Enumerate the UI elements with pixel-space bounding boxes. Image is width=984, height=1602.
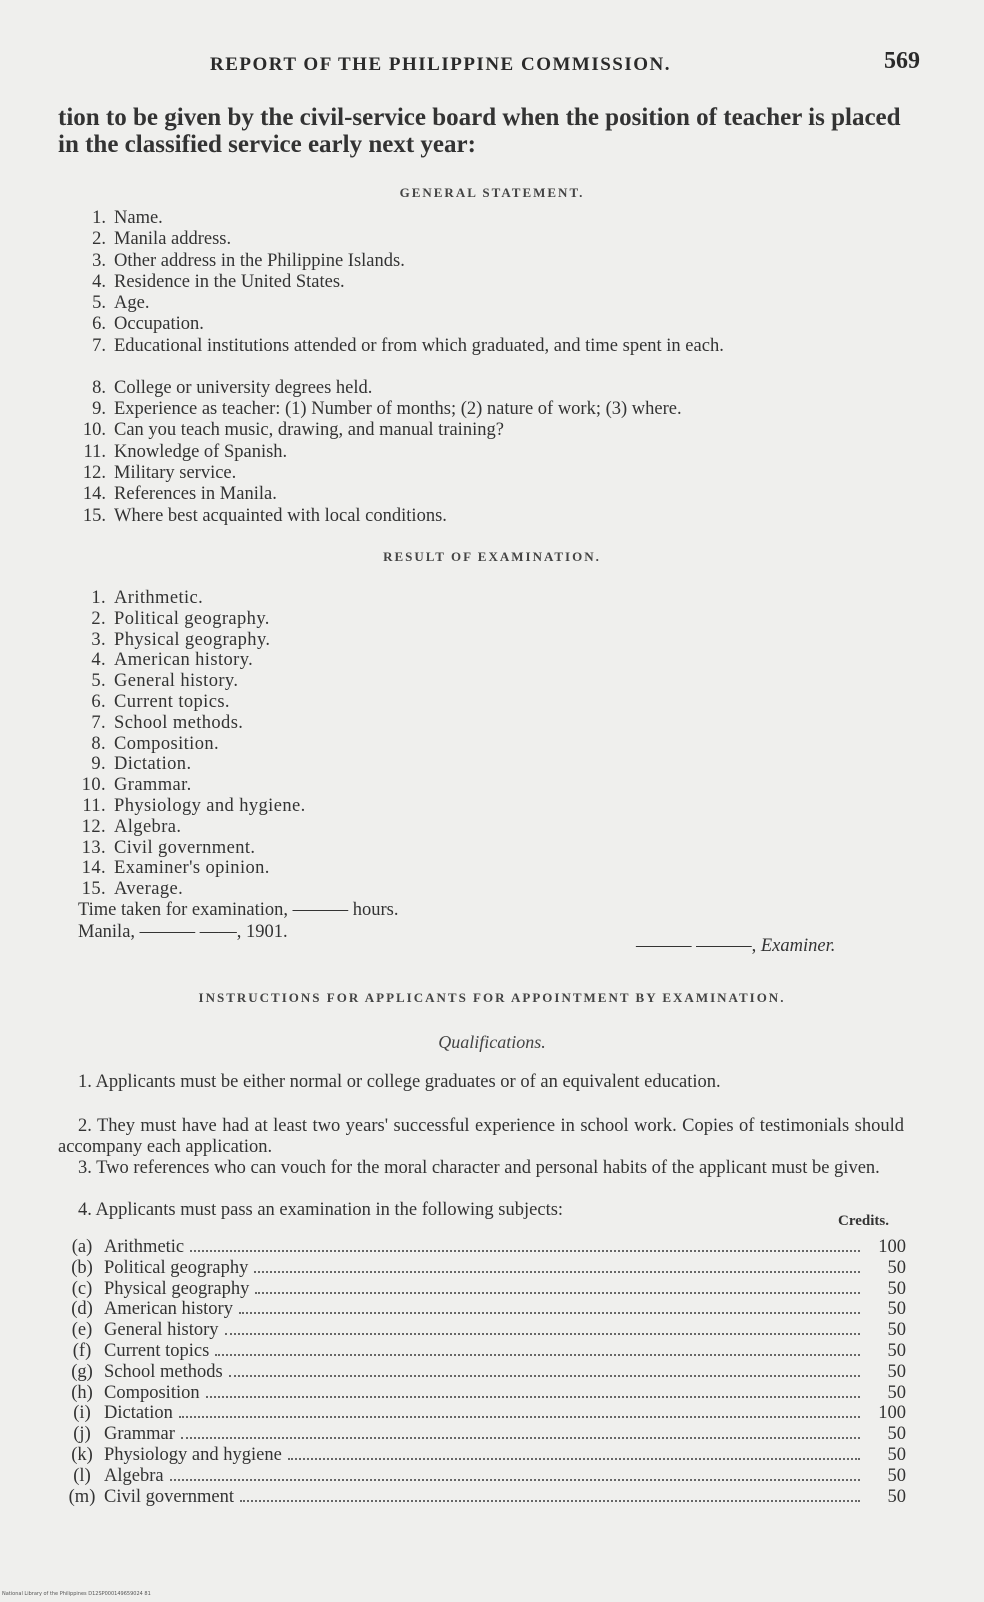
item-number: 7. — [91, 712, 106, 733]
item-text: Residence in the United States. — [114, 271, 345, 292]
item-number: 1. — [91, 588, 106, 608]
credits-column-header: Credits. — [838, 1213, 889, 1229]
list-item — [60, 208, 920, 229]
list-item — [60, 336, 920, 378]
item-number: 7. — [92, 335, 106, 356]
item-text: Where best acquainted with local conditions. — [114, 505, 447, 526]
item-number: 11. — [82, 795, 106, 816]
item-number: 14. — [82, 484, 106, 505]
item-text: Other address in the Philippine Islands. — [114, 250, 405, 271]
table-row — [60, 1258, 906, 1279]
examiner-role: Examiner. — [760, 936, 836, 956]
item-text: Occupation. — [114, 314, 204, 335]
item-text: Current topics. — [114, 691, 230, 712]
subject-name: Physical geography — [104, 1278, 250, 1299]
examiner-blank: ——— ———, — [636, 936, 761, 956]
row-letter: (d) — [71, 1299, 93, 1320]
item-text: Examiner's opinion. — [114, 858, 270, 879]
item-text: General history. — [114, 671, 239, 692]
item-number: 5. — [91, 671, 106, 692]
subject-name: School methods — [104, 1361, 223, 1382]
examiner-signature-line — [636, 936, 835, 957]
scan-footer: National Library of the Philippines D12SP000149659024 81 — [2, 1591, 151, 1597]
item-number: 5. — [92, 293, 106, 314]
subject-name: Composition — [104, 1382, 200, 1403]
list-item — [60, 399, 920, 420]
item-text: Physical geography. — [114, 629, 271, 650]
item-number: 9. — [91, 754, 106, 775]
item-number: 15. — [82, 505, 106, 526]
list-item — [60, 314, 920, 335]
item-text: College or university degrees held. — [114, 377, 373, 398]
time-taken-line: Time taken for examination, ——— hours. — [78, 900, 399, 920]
item-text: Political geography. — [114, 608, 270, 629]
table-row — [60, 1320, 906, 1341]
list-item — [60, 713, 920, 734]
item-number: 15. — [81, 879, 106, 900]
credit-value: 50 — [887, 1340, 906, 1361]
leader-dots — [254, 1270, 860, 1273]
leader-dots — [225, 1332, 860, 1335]
row-letter: (a) — [71, 1237, 93, 1257]
item-text: Grammar. — [114, 775, 192, 796]
item-text: Educational institutions attended or from which graduated, and time spent in each. — [114, 335, 724, 356]
item-text: American history. — [114, 650, 254, 671]
item-text: Military service. — [114, 462, 237, 483]
qualification-paragraph — [58, 1200, 904, 1221]
table-row — [60, 1445, 906, 1466]
subject-name: American history — [104, 1299, 233, 1320]
table-row — [60, 1383, 906, 1404]
list-item — [60, 378, 920, 399]
item-number: 14. — [81, 858, 106, 879]
list-item — [60, 650, 920, 671]
list-item — [60, 229, 920, 250]
item-number: 2. — [92, 229, 106, 250]
row-letter: (k) — [71, 1444, 93, 1465]
item-number: 8. — [91, 733, 106, 754]
subject-name: Current topics — [104, 1340, 210, 1361]
subject-name: Algebra — [104, 1465, 164, 1486]
list-item — [60, 775, 920, 796]
list-item — [60, 293, 920, 314]
list-item — [60, 442, 920, 463]
list-item — [60, 588, 920, 609]
subject-name: General history — [104, 1320, 219, 1341]
credit-value: 50 — [887, 1424, 906, 1445]
item-number: 11. — [83, 441, 106, 462]
row-letter: (i) — [73, 1403, 91, 1424]
row-letter: (b) — [71, 1257, 93, 1278]
item-number: 9. — [92, 399, 106, 420]
result-heading: RESULT OF EXAMINATION. — [383, 549, 601, 564]
item-text: Composition. — [114, 733, 220, 754]
leader-dots — [239, 1311, 860, 1314]
list-item — [60, 838, 920, 859]
item-text: Arithmetic. — [114, 588, 204, 608]
list-item — [60, 796, 920, 817]
leader-dots — [190, 1249, 860, 1252]
row-letter: (l) — [73, 1465, 91, 1486]
table-row — [60, 1403, 906, 1424]
subject-name: Political geography — [104, 1257, 249, 1278]
item-number: 10. — [82, 420, 106, 441]
row-letter: (f) — [72, 1340, 92, 1361]
instructions-heading: INSTRUCTIONS FOR APPLICANTS FOR APPOINTMENT BY EXAMINATION. — [198, 990, 786, 1005]
item-number: 12. — [82, 462, 106, 483]
page-number: 569 — [884, 48, 920, 74]
qualification-paragraph — [58, 1158, 904, 1179]
table-row — [60, 1466, 906, 1487]
row-letter: (e) — [71, 1320, 93, 1341]
item-number: 6. — [92, 314, 106, 335]
table-row — [60, 1424, 906, 1445]
item-number: 4. — [91, 650, 106, 671]
list-item — [60, 609, 920, 630]
item-text: Average. — [114, 879, 184, 900]
qualification-paragraph — [58, 1116, 904, 1158]
item-number: 3. — [92, 250, 106, 271]
item-text: Manila address. — [114, 229, 232, 250]
list-item — [60, 879, 920, 900]
item-text: Name. — [114, 208, 163, 228]
credit-value: 50 — [887, 1299, 906, 1320]
general-statement-heading: GENERAL STATEMENT. — [399, 185, 585, 200]
list-item — [60, 754, 920, 775]
general-statement-list — [60, 208, 920, 527]
list-item — [60, 734, 920, 755]
running-title: REPORT OF THE PHILIPPINE COMMISSION. — [210, 54, 672, 75]
leader-dots — [179, 1415, 860, 1418]
item-text: Experience as teacher: (1) Number of months; (2) nature of work; (3) where. — [114, 399, 682, 420]
item-text: Knowledge of Spanish. — [114, 441, 288, 462]
item-text: Civil government. — [114, 837, 256, 858]
row-letter: (g) — [71, 1361, 93, 1382]
list-item — [60, 272, 920, 293]
credit-value: 50 — [887, 1361, 906, 1382]
leader-dots — [288, 1457, 860, 1460]
item-text: Age. — [114, 293, 150, 314]
item-text: Physiology and hygiene. — [114, 795, 306, 816]
table-row — [60, 1341, 906, 1362]
list-item — [60, 630, 920, 651]
row-letter: (h) — [71, 1382, 93, 1403]
result-list — [60, 588, 920, 900]
list-item — [60, 506, 920, 527]
subject-name: Grammar — [104, 1424, 175, 1445]
credit-value: 50 — [887, 1444, 906, 1465]
item-number: 3. — [91, 629, 106, 650]
leader-dots — [240, 1499, 860, 1502]
list-item — [60, 420, 920, 441]
credit-value: 100 — [878, 1237, 906, 1257]
item-number: 8. — [92, 377, 106, 398]
item-number: 1. — [92, 208, 106, 228]
credit-value: 50 — [887, 1320, 906, 1341]
paragraph-text: 4. Applicants must pass an examination in the following subjects: — [78, 1200, 564, 1220]
item-text: School methods. — [114, 712, 244, 733]
leader-dots — [229, 1374, 860, 1377]
item-number: 6. — [91, 691, 106, 712]
place-date-line: Manila, ——— ——, 1901. — [78, 922, 288, 942]
list-item — [60, 692, 920, 713]
credit-value: 50 — [887, 1486, 906, 1507]
item-number: 4. — [92, 271, 106, 292]
subject-name: Civil government — [104, 1486, 234, 1507]
credit-value: 50 — [887, 1278, 906, 1299]
credit-value: 50 — [887, 1257, 906, 1278]
leader-dots — [181, 1436, 860, 1439]
credit-value: 100 — [878, 1403, 906, 1424]
item-number: 10. — [81, 775, 106, 796]
paragraph-text: 3. Two references who can vouch for the moral character and personal habits of the applicant must be given. — [78, 1158, 880, 1178]
table-row — [60, 1362, 906, 1383]
subject-name: Arithmetic — [104, 1237, 185, 1257]
list-item — [60, 858, 920, 879]
item-text: Dictation. — [114, 754, 192, 775]
leader-dots — [215, 1353, 860, 1356]
item-number: 2. — [91, 608, 106, 629]
subject-name: Dictation — [104, 1403, 173, 1424]
item-number: 12. — [81, 816, 106, 837]
list-item — [60, 251, 920, 272]
qualifications-heading: Qualifications. — [438, 1032, 546, 1052]
running-head — [60, 48, 920, 82]
table-row — [60, 1237, 906, 1258]
row-letter: (c) — [71, 1278, 93, 1299]
leader-dots — [170, 1478, 860, 1481]
table-row — [60, 1299, 906, 1320]
subjects-table — [60, 1237, 906, 1507]
item-text: References in Manila. — [114, 484, 277, 505]
leader-dots — [206, 1395, 860, 1398]
leader-dots — [255, 1291, 860, 1294]
intro-paragraph: tion to be given by the civil-service board when the position of teacher is placed in the classified service early next year: — [58, 104, 901, 158]
item-number: 13. — [81, 837, 106, 858]
credit-value: 50 — [887, 1382, 906, 1403]
list-item — [60, 671, 920, 692]
qualification-paragraph — [58, 1072, 904, 1093]
credit-value: 50 — [887, 1465, 906, 1486]
table-row — [60, 1487, 906, 1508]
subject-name: Physiology and hygiene — [104, 1444, 282, 1465]
paragraph-text: 2. They must have had at least two years' successful experience in school work. Copies of testimonials should accompany each application. — [58, 1116, 904, 1157]
row-letter: (m) — [68, 1486, 96, 1507]
paragraph-text: 1. Applicants must be either normal or college graduates or of an equivalent education. — [78, 1072, 721, 1092]
row-letter: (j) — [73, 1424, 91, 1445]
list-item — [60, 463, 920, 484]
list-item — [60, 484, 920, 505]
item-text: Algebra. — [114, 816, 182, 837]
item-text: Can you teach music, drawing, and manual training? — [114, 420, 504, 441]
table-row — [60, 1279, 906, 1300]
list-item — [60, 817, 920, 838]
